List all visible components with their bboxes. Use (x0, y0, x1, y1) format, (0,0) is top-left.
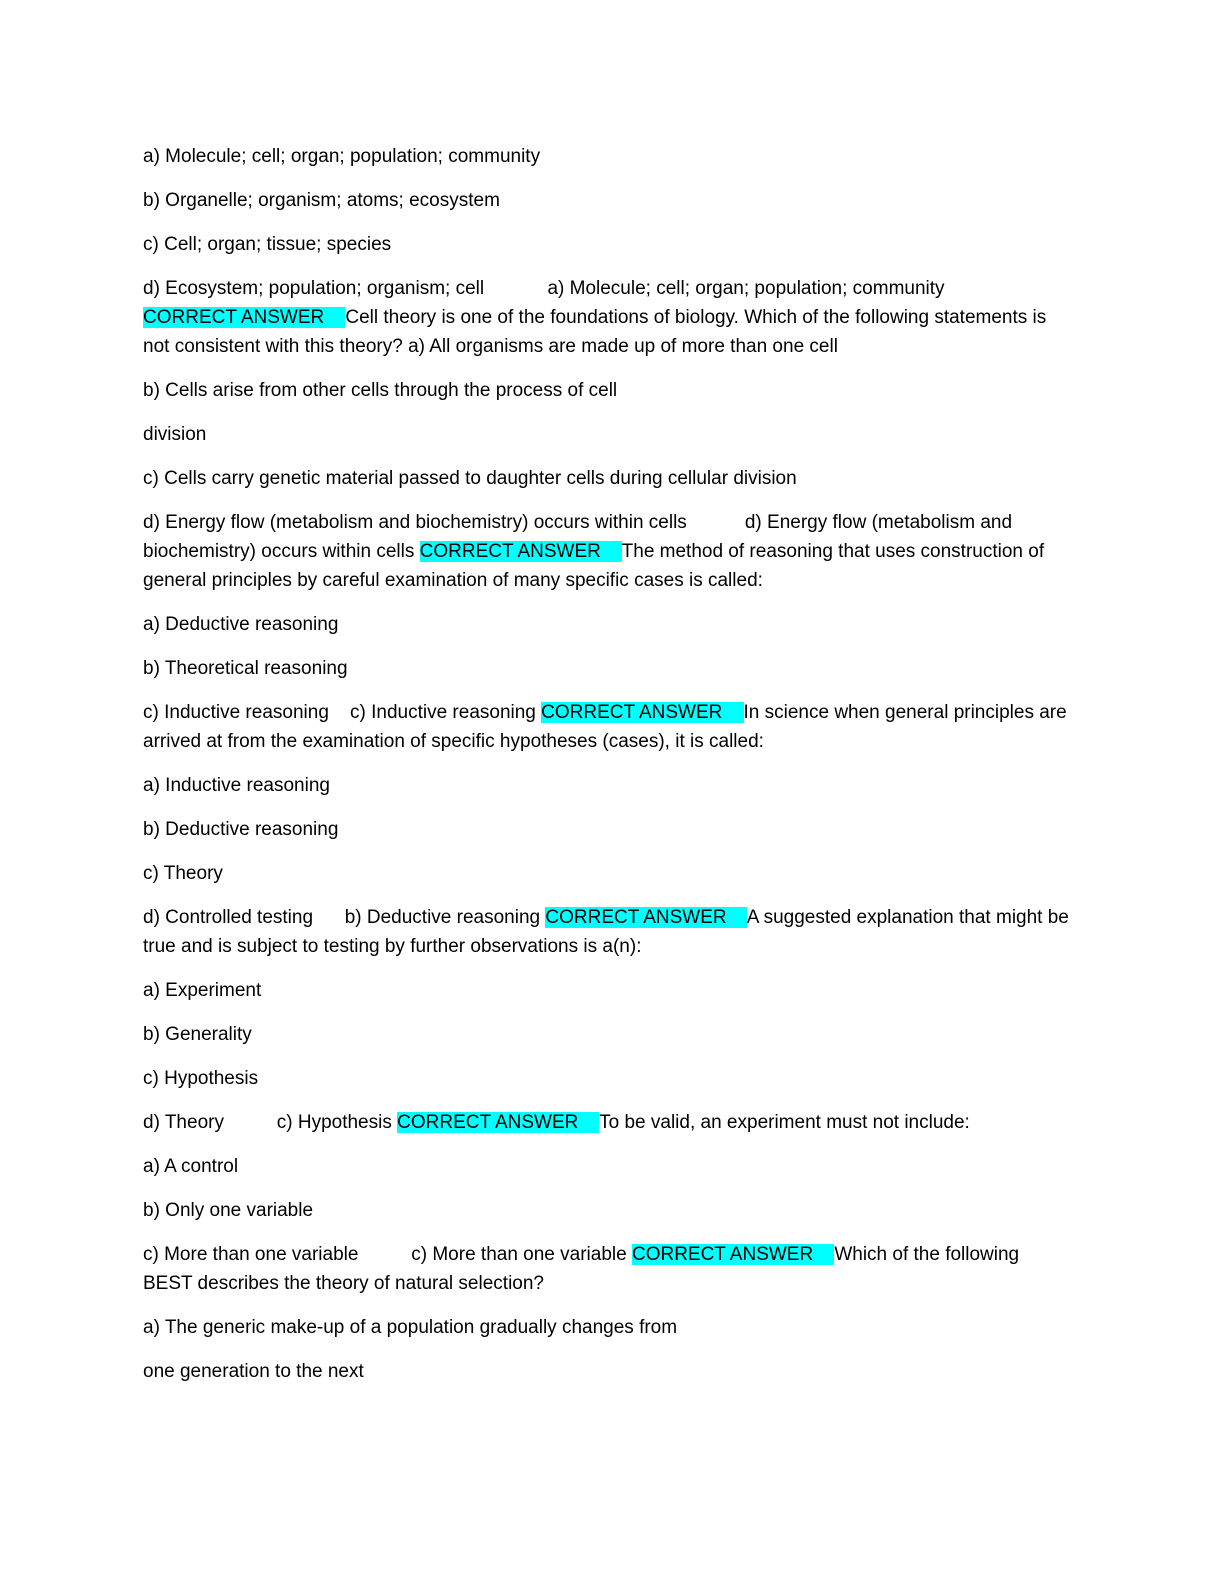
paragraph (143, 1313, 1073, 1342)
paragraph (143, 698, 1073, 756)
correct-answer-highlight: CORRECT ANSWER (541, 702, 744, 723)
paragraph-text: one generation to the next (143, 1361, 364, 1382)
paragraph (143, 1196, 1073, 1225)
paragraph-text: a) A control (143, 1156, 239, 1177)
paragraph (143, 771, 1073, 800)
paragraph (143, 142, 1073, 171)
paragraph (143, 508, 1073, 595)
paragraph-text: c) Cell; organ; tissue; species (143, 234, 392, 255)
correct-answer-highlight: CORRECT ANSWER (545, 907, 747, 928)
paragraph (143, 420, 1073, 449)
paragraph (143, 610, 1073, 639)
paragraph (143, 1064, 1073, 1093)
paragraph-text: In science when general principles are arrived at from the examination of specific hypotheses (cases), it is called: (143, 702, 1072, 752)
document-body (143, 142, 1073, 1401)
paragraph (143, 1240, 1073, 1298)
paragraph (143, 1152, 1073, 1181)
paragraph-text: a) Experiment (143, 980, 262, 1001)
paragraph (143, 976, 1073, 1005)
correct-answer-highlight: CORRECT ANSWER (143, 307, 346, 328)
paragraph-text: a) Inductive reasoning (143, 775, 330, 796)
paragraph (143, 1020, 1073, 1049)
paragraph-text: To be valid, an experiment must not include: (599, 1112, 970, 1133)
paragraph-text: a) The generic make-up of a population gradually changes from (143, 1317, 678, 1338)
paragraph-text: Which of the following BEST describes the theory of natural selection? (143, 1244, 1025, 1294)
paragraph-text: A suggested explanation that might be true and is subject to testing by further observations is a(n): (143, 907, 1075, 957)
paragraph-text: a) Deductive reasoning (143, 614, 339, 635)
paragraph (143, 654, 1073, 683)
paragraph-text: The method of reasoning that uses construction of general principles by careful examination of many specific cases is called: (143, 541, 1050, 591)
paragraph-text: division (143, 424, 207, 445)
paragraph-text: b) Generality (143, 1024, 252, 1045)
paragraph-text: Cell theory is one of the foundations of biology. Which of the following statements is not consistent with this theory? a) All organisms are made up of more than one cell (143, 307, 1052, 357)
paragraph (143, 1357, 1073, 1386)
paragraph (143, 230, 1073, 259)
paragraph-text: d) Ecosystem; population; organism; cell a) Molecule; cell; organ; population; community (143, 278, 950, 299)
paragraph-text: c) Theory (143, 863, 223, 884)
paragraph (143, 1108, 1073, 1137)
paragraph-text: b) Theoretical reasoning (143, 658, 348, 679)
paragraph (143, 464, 1073, 493)
paragraph (143, 859, 1073, 888)
paragraph (143, 274, 1073, 361)
paragraph-text: b) Deductive reasoning (143, 819, 339, 840)
paragraph (143, 376, 1073, 405)
paragraph-text: c) More than one variable c) More than one variable (143, 1244, 632, 1265)
paragraph (143, 186, 1073, 215)
correct-answer-highlight: CORRECT ANSWER (631, 1244, 835, 1265)
paragraph-text: d) Theory c) Hypothesis (143, 1112, 398, 1133)
paragraph-text: b) Cells arise from other cells through the process of cell (143, 380, 618, 401)
paragraph (143, 815, 1073, 844)
paragraph-text: b) Only one variable (143, 1200, 314, 1221)
correct-answer-highlight: CORRECT ANSWER (419, 541, 622, 562)
paragraph-text: c) Hypothesis (143, 1068, 259, 1089)
paragraph-text: d) Energy flow (metabolism and biochemistry) occurs within cells d) Energy flow (metabolism and biochemistry) occurs within cells (143, 512, 1018, 562)
paragraph-text: b) Organelle; organism; atoms; ecosystem (143, 190, 500, 211)
paragraph (143, 903, 1073, 961)
paragraph-text: c) Cells carry genetic material passed to daughter cells during cellular division (143, 468, 797, 489)
correct-answer-highlight: CORRECT ANSWER (397, 1112, 600, 1133)
paragraph-text: a) Molecule; cell; organ; population; community (143, 146, 541, 167)
paragraph-text: d) Controlled testing b) Deductive reasoning (143, 907, 546, 928)
paragraph-text: c) Inductive reasoning c) Inductive reasoning (143, 702, 542, 723)
